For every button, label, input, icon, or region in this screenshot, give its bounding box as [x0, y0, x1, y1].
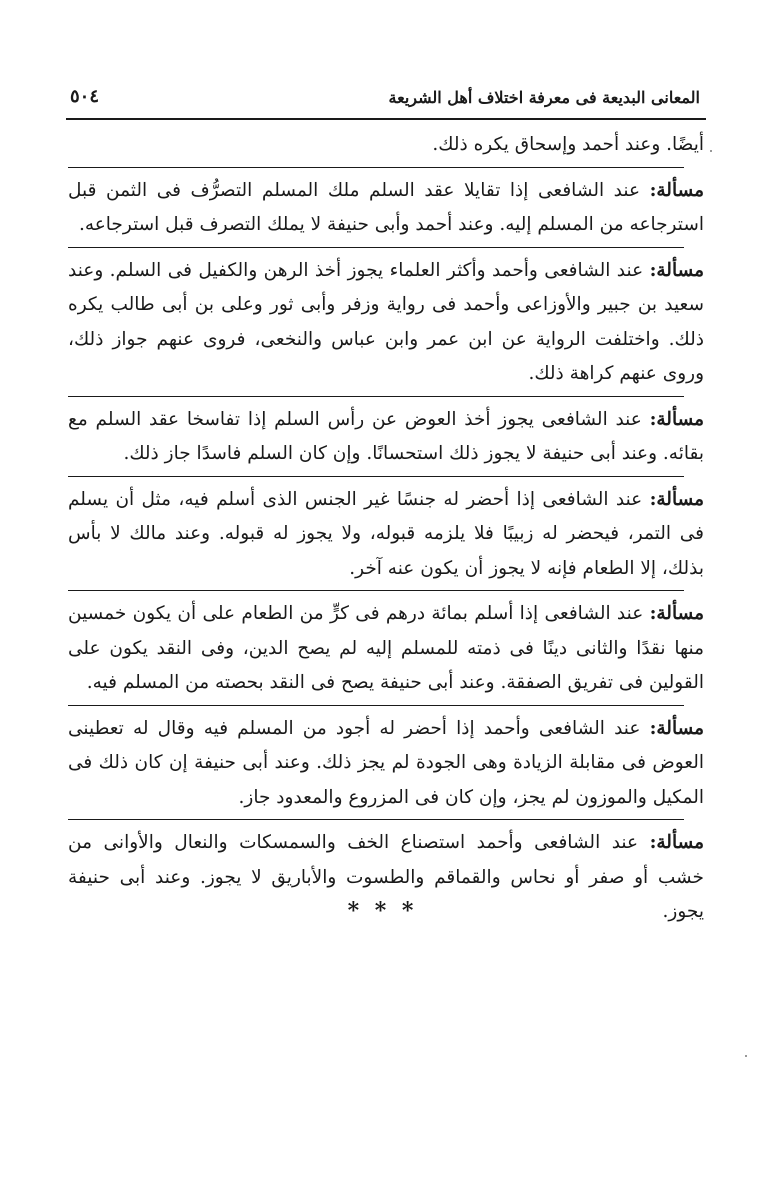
masala-text: عند الشافعى وأحمد استصناع الخف والسمسكات والنعال والأوانى من خشب أو صفر أو نحاس والقماقم والطسوت والأباريق لا يجوز. وعند أبى حنيفة يجوز. [68, 832, 704, 922]
intro-line: أيضًا. وعند أحمد وإسحاق يكره ذلك. [432, 134, 704, 155]
paragraph-divider [68, 819, 684, 820]
masala-label: مسألة: [649, 179, 704, 201]
paragraph-divider [68, 590, 684, 591]
masala-paragraph [68, 712, 704, 816]
masala-label: مسألة: [649, 603, 704, 624]
paragraph-divider [68, 396, 684, 397]
masala-label: مسألة: [649, 488, 704, 510]
masala-label: مسألة: [649, 259, 704, 281]
masala-label: مسألة: [649, 717, 704, 739]
paragraph-divider [68, 705, 684, 706]
scan-speck [710, 150, 712, 152]
masala-label: مسألة: [649, 832, 704, 853]
masala-paragraph [68, 403, 704, 472]
masala-paragraph [68, 174, 704, 243]
paragraph-divider [68, 247, 684, 248]
masala-text: عند الشافعى وأحمد وأكثر العلماء يجوز أخذ الرهن والكفيل فى السلم. وعند سعيد بن جبير والأوزاعى وأحمد فى رواية وزفر وأبى ثور وعلى بن أبى طالب يكره ذلك. واختلفت الرواية عن ابن عمر وابن عباس والنخعى، فروى عنهم جواز ذلك، وروى عنهم كراهة ذلك. [68, 259, 704, 384]
masala-text: عند الشافعى إذا أحضر له جنسًا غير الجنس الذى أسلم فيه، مثل أن يسلم فى التمر، فيحضر له زبيبًا فلا يلزمه قبوله، ولا يجوز له قبوله. وعند مالك لا بأس بذلك، إلا الطعام فإنه لا يجوز أن يكون عنه آخر. [68, 488, 704, 579]
masala-label: مسألة: [649, 408, 704, 430]
page-number: ٥٠٤ [70, 86, 100, 107]
masala-paragraph [68, 597, 704, 701]
paragraph-divider [68, 167, 684, 168]
header-rule [66, 118, 706, 120]
running-header [70, 82, 700, 116]
running-title: المعانى البديعة فى معرفة اختلاف أهل الشريعة [388, 88, 700, 107]
masala-text: عند الشافعى يجوز أخذ العوض عن رأس السلم إذا تفاسخا عقد السلم مع بقائه. وعند أبى حنيفة لا يجوز ذلك استحسانًا. وإن كان السلم فاسدًا جاز ذلك. [68, 408, 704, 464]
masala-paragraph [68, 483, 704, 587]
section-end-mark: * * * [347, 898, 418, 924]
scan-speck [745, 1055, 747, 1057]
masala-paragraph [68, 254, 704, 392]
paragraph-divider [68, 476, 684, 477]
main-text [68, 128, 704, 930]
masala-text: عند الشافعى إذا تقايلا عقد السلم ملك المسلم التصرُّف فى الثمن قبل استرجاعه من المسلم إليه. وعند أحمد وأبى حنيفة لا يملك التصرف قبل استرجاعه. [68, 179, 704, 235]
masala-text: عند الشافعى وأحمد إذا أحضر له أجود من المسلم فيه وقال له تعطينى العوض فى مقابلة الزيادة وهى الجودة لم يجز ذلك. وعند أبى حنيفة إن كان ذلك فى المكيل والموزون لم يجز، وإن كان فى المزروع والمعدود جاز. [68, 717, 704, 808]
masala-text: عند الشافعى إذا أسلم بمائة درهم فى كرٍّ من الطعام على أن يكون خمسين منها نقدًا والثانى دينًا فى ذمته للمسلم إليه لم يصح الدين، وفى النقد يكون على القولين فى تفريق الصفقة. وعند أبى حنيفة يصح فى النقد بحصته من المسلم فيه. [68, 603, 704, 693]
